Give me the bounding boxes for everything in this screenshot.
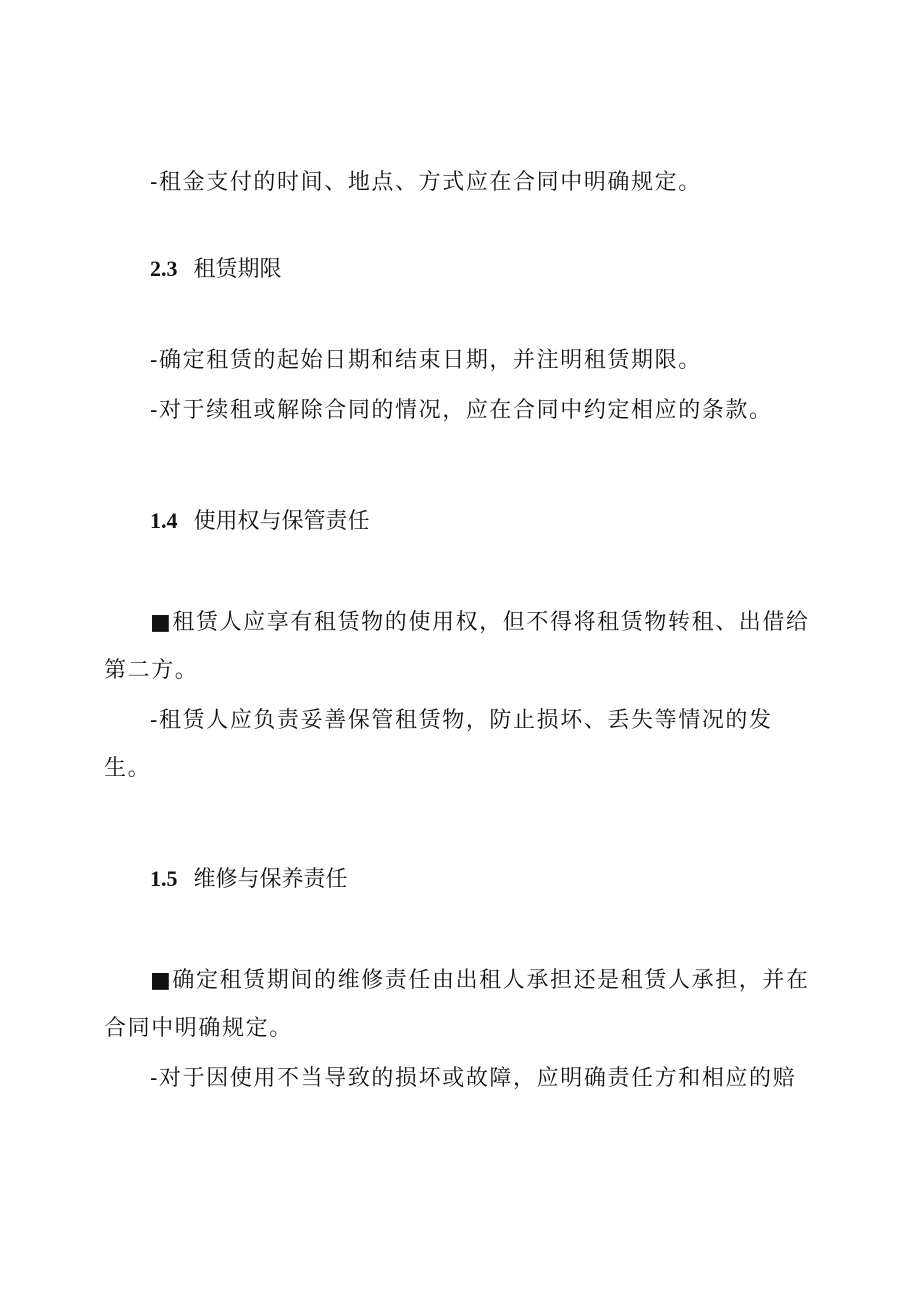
section-2-3-heading [150, 254, 282, 285]
section-1-4-title: 使用权与保管责任 [193, 509, 370, 534]
maintenance-para-1-line-2: 合同中明确规定。 [104, 1016, 293, 1041]
use-right-para-1-line-1: ■租赁人应享有租赁物的使用权，但不得将租赁物转租、出借给 [150, 610, 810, 635]
section-2-3-number: 2.3 [150, 256, 178, 281]
section-1-4-heading [150, 506, 370, 537]
section-1-4-number: 1.4 [150, 508, 178, 533]
section-2-3-title: 租赁期限 [193, 257, 282, 282]
use-right-para-2-line-1: -租赁人应负责妥善保管租赁物，防止损坏、丢失等情况的发 [150, 708, 773, 733]
section-1-5-number: 1.5 [150, 866, 178, 891]
section-1-5-heading [150, 864, 348, 895]
section-1-5-title: 维修与保养责任 [193, 867, 348, 892]
maintenance-para-1-line-1: ■确定租赁期间的维修责任由出租人承担还是租赁人承担，并在 [150, 968, 810, 993]
lease-term-line-1: -确定租赁的起始日期和结束日期，并注明租赁期限。 [150, 348, 702, 373]
lease-term-line-2: -对于续租或解除合同的情况，应在合同中约定相应的条款。 [150, 398, 773, 423]
use-right-para-1-line-2: 第二方。 [104, 658, 199, 683]
maintenance-para-2-line-1: -对于因使用不当导致的损坏或故障，应明确责任方和相应的赔 [150, 1066, 797, 1091]
use-right-para-2-line-2: 生。 [104, 756, 152, 781]
rent-payment-line: -租金支付的时间、地点、方式应在合同中明确规定。 [150, 170, 702, 195]
